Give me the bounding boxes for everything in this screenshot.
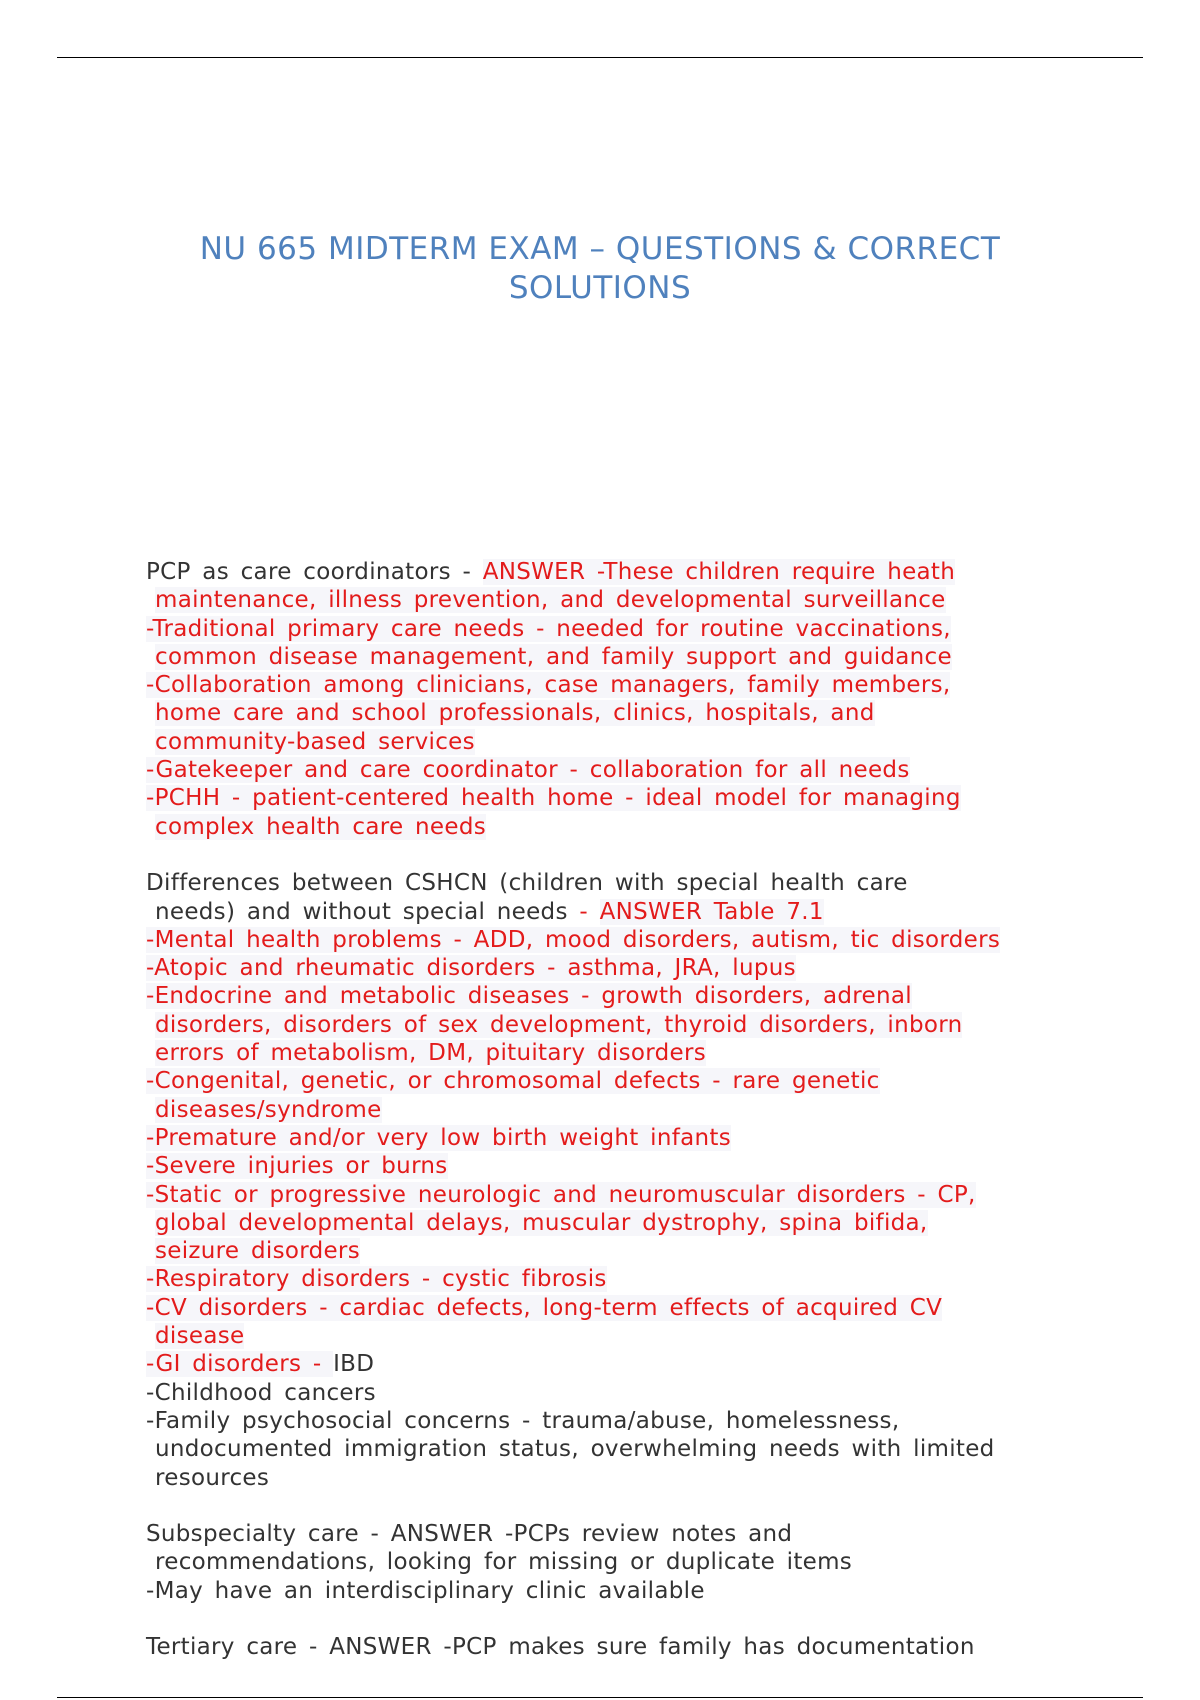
question-line [146,869,1146,897]
answer-line [146,1039,1146,1067]
answer-text: -Traditional primary care needs - needed for routine vaccinations, [146,615,951,642]
answer-line [146,615,1146,643]
qa-line [146,898,1146,926]
answer-text: complex health care needs [155,813,487,840]
answer-line [146,1011,1146,1039]
answer-line [146,1379,1146,1407]
answer-text: -Respiratory disorders - cystic fibrosis [146,1266,607,1293]
answer-label: ANSWER [482,559,586,585]
answer-text: diseases/syndrome [155,1096,382,1123]
document-title [100,230,1100,308]
answer-line [146,756,1146,784]
answer-line [146,926,1146,954]
answer-line [146,586,1146,614]
answer-line [146,643,1146,671]
answer-line [146,1181,1146,1209]
question-text: Subspecialty care - [146,1521,391,1548]
answer-text: -Family psychosocial concerns - trauma/abuse, homelessness, [146,1407,900,1434]
answer-text: errors of metabolism, DM, pituitary disorders [155,1040,707,1067]
answer-text: disorders, disorders of sex development, thyroid disorders, inborn [155,1011,963,1038]
answer-line [146,1322,1146,1350]
answer-line [146,1265,1146,1293]
answer-line [146,982,1146,1010]
answer-text: -Static or progressive neurologic and neuromuscular disorders - CP, [146,1181,976,1208]
answer-text: maintenance, illness prevention, and developmental surveillance [155,587,946,614]
answer-line [146,1548,1146,1576]
question-text: Tertiary care - [146,1634,330,1661]
answer-text: -Mental health problems - ADD, mood disorders, autism, tic disorders [146,926,1001,953]
answer-line [146,1209,1146,1237]
answer-text: global developmental delays, muscular dystrophy, spina bifida, [155,1209,928,1236]
qa-line [146,558,1146,586]
top-rule [57,57,1143,58]
answer-text: -Severe injuries or burns [146,1153,448,1180]
answer-line [146,1435,1146,1463]
answer-line [146,671,1146,699]
answer-line [146,1067,1146,1095]
answer-text: -PCPs review notes and [493,1521,793,1548]
answer-label: ANSWER [599,898,703,925]
answer-text: -Collaboration among clinicians, case managers, family members, [146,672,951,699]
paragraph-gap [146,841,1146,869]
answer-text: -GI disorders - [146,1351,334,1378]
answer-line [146,1152,1146,1180]
answer-text: resources [155,1464,270,1491]
answer-line [146,1096,1146,1124]
answer-label: ANSWER [329,1634,432,1661]
title-line-2: SOLUTIONS [508,270,692,306]
answer-text: seizure disorders [155,1238,360,1265]
answer-line [146,1124,1146,1152]
answer-label: ANSWER [390,1521,494,1548]
answer-text: IBD [333,1351,375,1378]
answer-text: community-based services [155,728,475,755]
bottom-rule [57,1697,1143,1698]
question-text: PCP as care coordinators - [146,559,483,585]
answer-text: Table 7.1 [702,898,824,925]
title-line-1: NU 665 MIDTERM EXAM – QUESTIONS & CORRECT [199,231,1001,267]
answer-line [146,1464,1146,1492]
answer-text: -Childhood cancers [146,1379,376,1406]
answer-text: undocumented immigration status, overwhelming needs with limited [155,1436,995,1463]
answer-text: -PCP makes sure family has documentation [431,1634,975,1661]
answer-text: disease [155,1323,245,1350]
question-text: needs) and without special needs [155,898,568,925]
answer-text: -May have an interdisciplinary clinic available [146,1577,705,1604]
answer-text: recommendations, looking for missing or duplicate items [155,1549,853,1576]
paragraph-gap [146,1492,1146,1520]
qa-line [146,1520,1146,1548]
paragraph-gap [146,1605,1146,1633]
answer-line [146,1294,1146,1322]
answer-text: -Endocrine and metabolic diseases - growth disorders, adrenal [146,983,912,1010]
answer-line [146,1350,1146,1378]
answer-text: -These children require heath [585,559,956,585]
answer-text: -CV disorders - cardiac defects, long-term effects of acquired CV [146,1294,943,1321]
answer-text: home care and school professionals, clinics, hospitals, and [155,700,875,727]
answer-text: -Gatekeeper and care coordinator - collaboration for all needs [146,757,910,784]
answer-text: -PCHH - patient-centered health home - ideal model for managing [146,785,961,812]
answer-text: -Congenital, genetic, or chromosomal defects - rare genetic [146,1068,880,1095]
answer-text: -Premature and/or very low birth weight infants [146,1124,732,1151]
qa-line [146,1633,1146,1661]
answer-line [146,813,1146,841]
question-text: Differences between CSHCN (children with special health care [146,870,908,897]
answer-text: common disease management, and family support and guidance [155,643,952,670]
document-body [146,558,1146,1662]
answer-line [146,728,1146,756]
answer-line [146,699,1146,727]
answer-text: -Atopic and rheumatic disorders - asthma, JRA, lupus [146,955,796,982]
answer-line [146,1237,1146,1265]
answer-line [146,1407,1146,1435]
answer-line [146,784,1146,812]
answer-dash: - [567,898,600,925]
answer-line [146,1577,1146,1605]
answer-line [146,954,1146,982]
